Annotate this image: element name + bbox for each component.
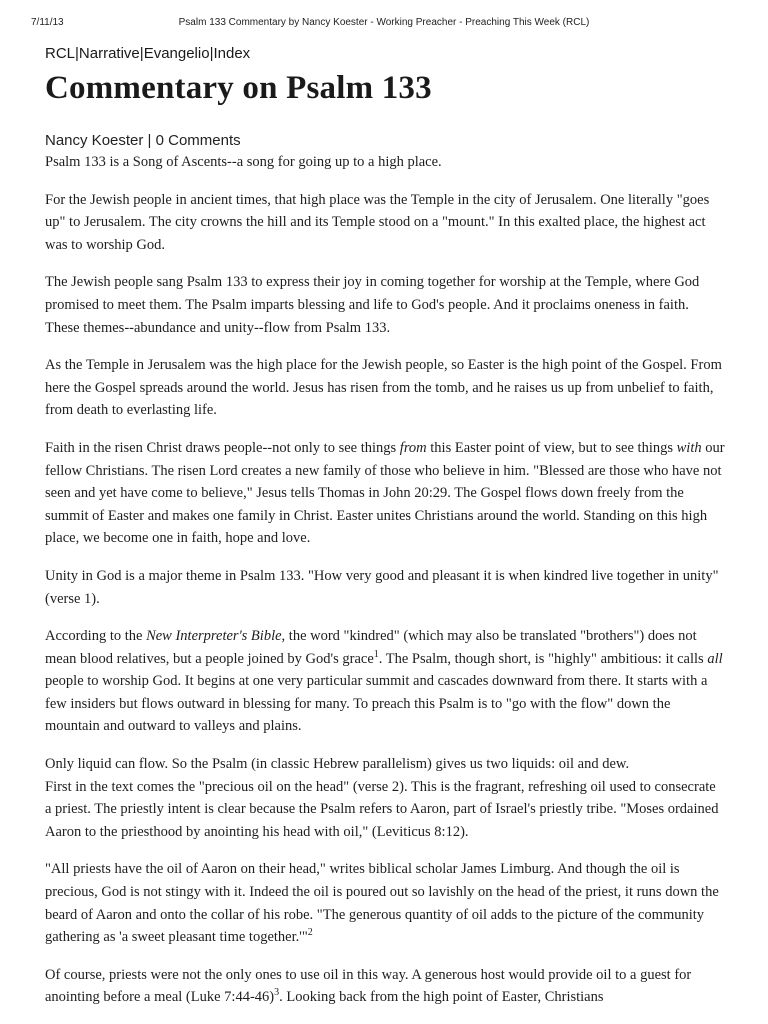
emphasis: from [399, 439, 427, 456]
byline-separator: | [143, 132, 156, 149]
section-nav [45, 44, 725, 64]
paragraph: Psalm 133 is a Song of Ascents--a song for going up to a high place. [45, 154, 442, 170]
paragraph: Only liquid can flow. So the Psalm (in classic Hebrew parallelism) gives us two liquids: oil and dew. First in the text comes the "precious oil on the head" (verse 2). This is the fragrant, refreshing oil used to consecrate a priest. The priestly intent is clear because the Psalm refers to Aaron, part of Israel's priestly tribe. "Moses ordained Aaron to the priesthood by anointing his head with oil," (Leviticus 8:12). [45, 756, 719, 840]
nav-link-narrative[interactable]: Narrative [78, 45, 140, 62]
paragraph: For the Jewish people in ancient times, that high place was the Temple in the city of Jerusalem. One literally "goes up" to Jerusalem. The city crowns the hill and its Temple stood on a "mount." In this exalted place, the highest act was to worship God. [45, 191, 710, 253]
paragraph: Of course, priests were not the only ones to use oil in this way. A generous host would provide oil to a guest for anointing before a meal (Luke 7:44-46)$^3$. Looking back from the high point of Easter, Christians [45, 966, 692, 1006]
comments-link[interactable]: 0 Comments [155, 132, 241, 149]
article-title: Commentary on Psalm 133 [45, 70, 432, 106]
footnote-ref[interactable]: 2 [307, 927, 313, 939]
paragraph: Unity in God is a major theme in Psalm 133. "How very good and pleasant it is when kindred live together in unity" (verse 1). [45, 567, 719, 607]
print-page-title: Psalm 133 Commentary by Nancy Koester - Working Preacher - Preaching This Week (RCL) [178, 17, 590, 28]
article-body [45, 151, 725, 1009]
author-link[interactable]: Nancy Koester [45, 132, 144, 149]
nav-link-index[interactable]: Index [213, 45, 251, 62]
nav-link-rcl[interactable]: RCL [45, 45, 76, 62]
nav-separator: | [139, 45, 144, 62]
nav-separator: | [209, 45, 214, 62]
emphasis: all [707, 650, 723, 667]
nav-separator: | [75, 45, 79, 62]
print-date: 7/11/13 [31, 17, 64, 28]
paragraph: Faith in the risen Christ draws people--not only to see things from this Easter point of view, but to see things with our fellow Christians. The risen Lord creates a new family of those who believe in him. "Blessed are those who have not seen and yet have come to believe," Jesus tells Thomas in John 20:29. The Gospel flows down freely from the summit of Easter and makes one family in Christ. Easter unites Christians around the world. Standing on this high place, we become one in faith, hope and love. [45, 439, 725, 547]
emphasis: with [676, 439, 702, 456]
paragraph: "All priests have the oil of Aaron on their head," writes biblical scholar James Limburg. And though the oil is precious, God is not stingy with it. Indeed the oil is poured out so lavishly on the head of the priest, it runs down the beard of Aaron and onto the collar of his robe. "The generous quantity of oil adds to the picture of the community gathering as 'a sweet pleasant time together.'"$^2$ [45, 861, 719, 946]
paragraph: The Jewish people sang Psalm 133 to express their joy in coming together for worship at the Temple, where God promised to meet them. The Psalm imparts blessing and life to God's people. And it proclaims oneness in faith. These themes--abundance and unity--flow from Psalm 133. [45, 274, 700, 336]
paragraph: According to the New Interpreter's Bible, the word "kindred" (which may also be translated "brothers") does not mean blood relatives, but a people joined by God's grace$^1$. The Psalm, though short, is "highly" ambitious: it calls all people to worship God. It begins at one very particular summit and cascades downward from there. It starts with a few insiders but flows outward in blessing for many. To preach this Psalm is to "go with the flow" down the mountain and outward to valleys and plains. [45, 628, 723, 735]
article-content [45, 44, 725, 1024]
paragraph: As the Temple in Jerusalem was the high place for the Jewish people, so Easter is the high point of the Gospel. From here the Gospel spreads around the world. Jesus has risen from the tomb, and he raises us up from unbelief to faith, from death to everlasting life. [45, 357, 722, 419]
footnote-ref[interactable]: 1 [373, 648, 379, 660]
byline [45, 131, 725, 151]
book-title: New Interpreter's Bible [146, 628, 282, 645]
footnote-ref[interactable]: 3 [274, 987, 280, 999]
nav-link-evangelio[interactable]: Evangelio [143, 45, 210, 62]
